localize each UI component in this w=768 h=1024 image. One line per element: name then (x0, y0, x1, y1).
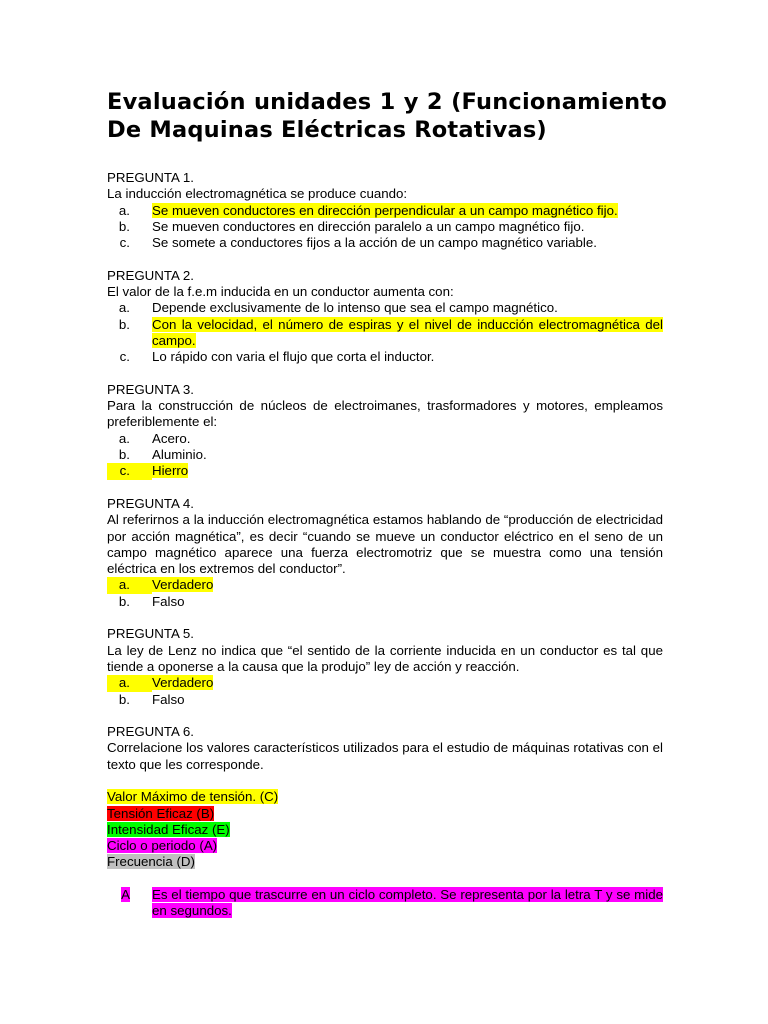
option-text: Verdadero (152, 577, 214, 593)
question-text: Correlacione los valores característicos utilizados para el estudio de máquinas rotativas con el texto que les corresponde. (107, 740, 663, 772)
option-list (107, 431, 663, 480)
option-a (107, 675, 663, 691)
option-text: Aluminio. (152, 447, 207, 463)
option-list (107, 675, 663, 708)
correlation-item (107, 854, 663, 870)
correlation-list (107, 789, 663, 870)
question-6 (107, 724, 663, 773)
correlation-text: Frecuencia (D) (107, 854, 195, 870)
option-letter: b. (118, 691, 130, 707)
option-a (107, 300, 663, 316)
option-letter: b. (118, 316, 130, 332)
option-text: Se mueven conductores en dirección perpendicular a un campo magnético fijo. (152, 202, 618, 218)
correlation-item (107, 789, 663, 805)
document-title: Evaluación unidades 1 y 2 (Funcionamiento De Maquinas Eléctricas Rotativas) (107, 89, 667, 143)
option-text: Se somete a conductores fijos a la acción de un campo magnético variable. (152, 235, 597, 251)
correlation-text: Valor Máximo de tensión. (C) (107, 789, 279, 805)
option-b (107, 219, 663, 235)
definition-text: Es el tiempo que trascurre en un ciclo completo. Se representa por la letra T y se mide en segundos. (152, 887, 663, 919)
definition-list (107, 887, 663, 920)
question-label: PREGUNTA 5. (107, 626, 194, 642)
option-letter: a. (107, 675, 152, 691)
correlation-item (107, 806, 663, 822)
question-label: PREGUNTA 1. (107, 170, 194, 185)
option-b (107, 692, 663, 708)
question-label: PREGUNTA 3. (107, 381, 194, 397)
option-letter: a. (118, 430, 130, 446)
option-c (107, 463, 663, 479)
question-text: El valor de la f.e.m inducida en un conductor aumenta con: (107, 284, 454, 300)
option-letter: b. (118, 218, 130, 234)
question-text: Para la construcción de núcleos de electroimanes, trasformadores y motores, empleamos preferiblemente el: (107, 398, 663, 430)
option-letter: c. (119, 349, 130, 365)
correlation-text: Ciclo o periodo (A) (107, 838, 218, 854)
option-text: Acero. (152, 430, 191, 446)
correlation-item (107, 838, 663, 854)
correlation-text: Intensidad Eficaz (E) (107, 821, 230, 837)
option-letter: b. (118, 447, 130, 463)
correlation-text: Tensión Eficaz (B) (107, 805, 215, 821)
option-text: Depende exclusivamente de lo intenso que sea el campo magnético. (152, 300, 558, 316)
question-label: PREGUNTA 4. (107, 495, 194, 511)
option-list (107, 300, 663, 365)
option-list (107, 577, 663, 610)
question-label: PREGUNTA 6. (107, 724, 194, 740)
option-text: Verdadero (152, 675, 214, 691)
option-letter: b. (118, 593, 130, 609)
option-b (107, 317, 663, 350)
option-text: Lo rápido con varia el flujo que corta el inductor. (152, 349, 435, 365)
option-letter: c. (107, 463, 152, 479)
option-b (107, 594, 663, 610)
question-2 (107, 268, 663, 366)
question-5 (107, 626, 663, 707)
question-text: La ley de Lenz no indica que “el sentido de la corriente inducida en un conductor es tal que tiende a oponerse a la causa que la produjo” ley de acción y reacción. (107, 642, 663, 674)
option-a (107, 203, 663, 219)
option-letter: c. (119, 235, 130, 251)
option-text: Se mueven conductores en dirección paralelo a un campo magnético fijo. (152, 218, 585, 234)
option-letter: a. (118, 202, 130, 218)
option-text: Falso (152, 691, 185, 707)
option-letter: a. (118, 300, 130, 316)
option-list (107, 203, 663, 252)
option-letter: a. (107, 577, 152, 593)
question-text: Al referirnos a la inducción electromagnética estamos hablando de “producción de electricidad por acción magnética”, es decir “cuando se mueve un conductor eléctrico en el seno de un campo magnético aparece una fuerza electromotriz que se muestra como una tensión eléctrica en los extremos del conductor”. (107, 512, 663, 577)
question-label: PREGUNTA 2. (107, 267, 194, 283)
definition-letter: A (121, 887, 130, 903)
question-4 (107, 496, 663, 610)
option-a (107, 577, 663, 593)
question-3 (107, 382, 663, 480)
option-a (107, 431, 663, 447)
correlation-item (107, 822, 663, 838)
document-body (107, 170, 663, 920)
option-text: Falso (152, 593, 185, 609)
option-b (107, 447, 663, 463)
option-c (107, 235, 663, 251)
option-text: Hierro (152, 463, 189, 479)
option-c (107, 349, 663, 365)
definition-a (107, 887, 663, 920)
option-text: Con la velocidad, el número de espiras y el nivel de inducción electromagnética del campo. (152, 316, 663, 348)
question-1 (107, 170, 663, 251)
question-text: La inducción electromagnética se produce cuando: (107, 186, 408, 202)
